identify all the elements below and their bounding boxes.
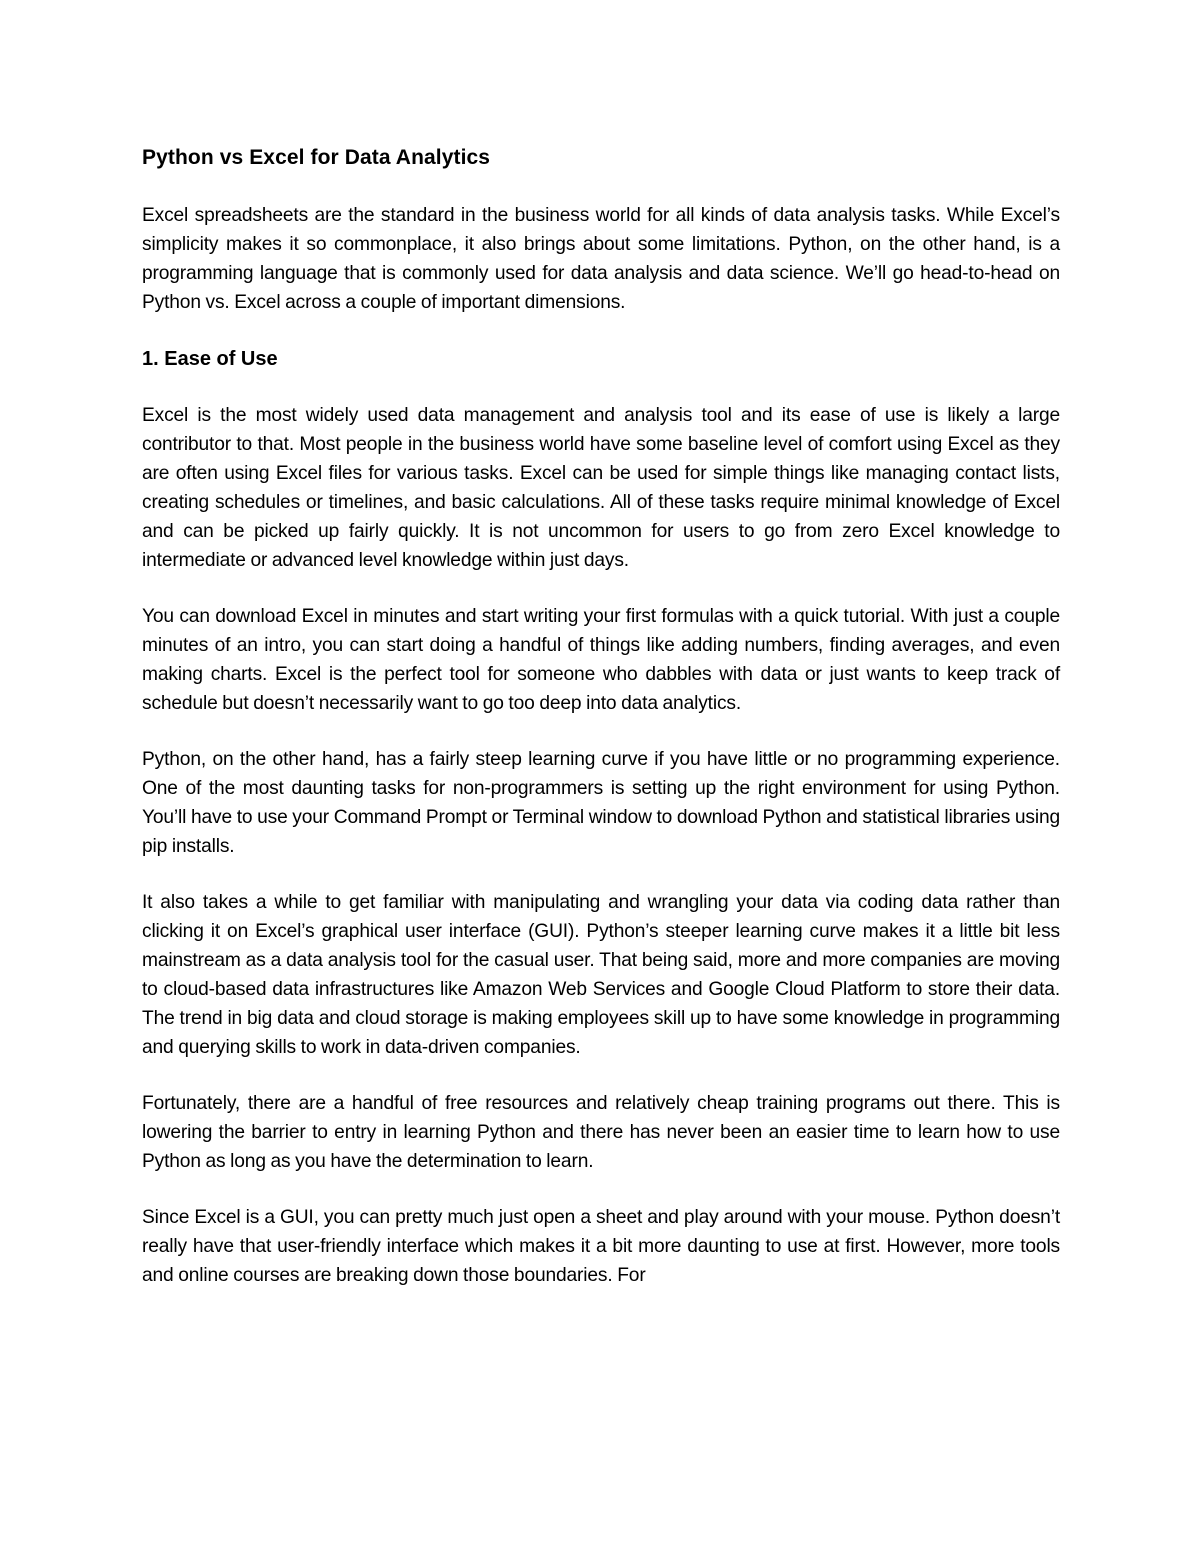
paragraph-excel-usage: Excel is the most widely used data management and analysis tool and its ease of use is likely a large contributor to that. Most people in the business world have some baseline level of comfort using Excel as they are often using Excel files for various tasks. Excel can be used for simple things like managing contact lists, creating schedules or timelines, and basic calculations. All of these tasks require minimal knowledge of Excel and can be picked up fairly quickly. It is not uncommon for users to go from zero Excel knowledge to intermediate or advanced level knowledge within just days. bbox=[142, 405, 1060, 571]
paragraph-excel-gui: Since Excel is a GUI, you can pretty much just open a sheet and play around with your mouse. Python doesn’t really have that user-friendly interface which makes it a bit more daunting to use at first. However, more tools and online courses are breaking down those boundaries. For bbox=[142, 1207, 1060, 1286]
section-heading-ease-of-use: 1. Ease of Use bbox=[142, 348, 278, 370]
document-title: Python vs Excel for Data Analytics bbox=[142, 146, 491, 169]
paragraph-excel-download: You can download Excel in minutes and start writing your first formulas with a quick tutorial. With just a couple minutes of an intro, you can start doing a handful of things like adding numbers, finding averages, and even making charts. Excel is the perfect tool for someone who dabbles with data or just wants to keep track of schedule but doesn’t necessarily want to go too deep into data analytics. bbox=[142, 606, 1060, 714]
document-body bbox=[142, 143, 1060, 1290]
intro-paragraph: Excel spreadsheets are the standard in the business world for all kinds of data analysis tasks. While Excel’s simplicity makes it so commonplace, it also brings about some limitations. Python, on the other hand, is a programming language that is commonly used for data analysis and data science. We’ll go head-to-head on Python vs. Excel across a couple of important dimensions. bbox=[142, 205, 1060, 313]
paragraph-free-resources: Fortunately, there are a handful of free resources and relatively cheap training programs out there. This is lowering the barrier to entry in learning Python and there has never been an easier time to learn how to use Python as long as you have the determination to learn. bbox=[142, 1093, 1060, 1172]
paragraph-python-coding: It also takes a while to get familiar with manipulating and wrangling your data via coding data rather than clicking it on Excel’s graphical user interface (GUI). Python’s steeper learning curve makes it a little bit less mainstream as a data analysis tool for the casual user. That being said, more and more companies are moving to cloud-based data infrastructures like Amazon Web Services and Google Cloud Platform to store their data. The trend in big data and cloud storage is making employees skill up to have some knowledge in programming and querying skills to work in data-driven companies. bbox=[142, 892, 1060, 1058]
paragraph-python-learning-curve: Python, on the other hand, has a fairly steep learning curve if you have little or no programming experience. One of the most daunting tasks for non-programmers is setting up the right environment for using Python. You’ll have to use your Command Prompt or Terminal window to download Python and statistical libraries using pip installs. bbox=[142, 749, 1060, 857]
